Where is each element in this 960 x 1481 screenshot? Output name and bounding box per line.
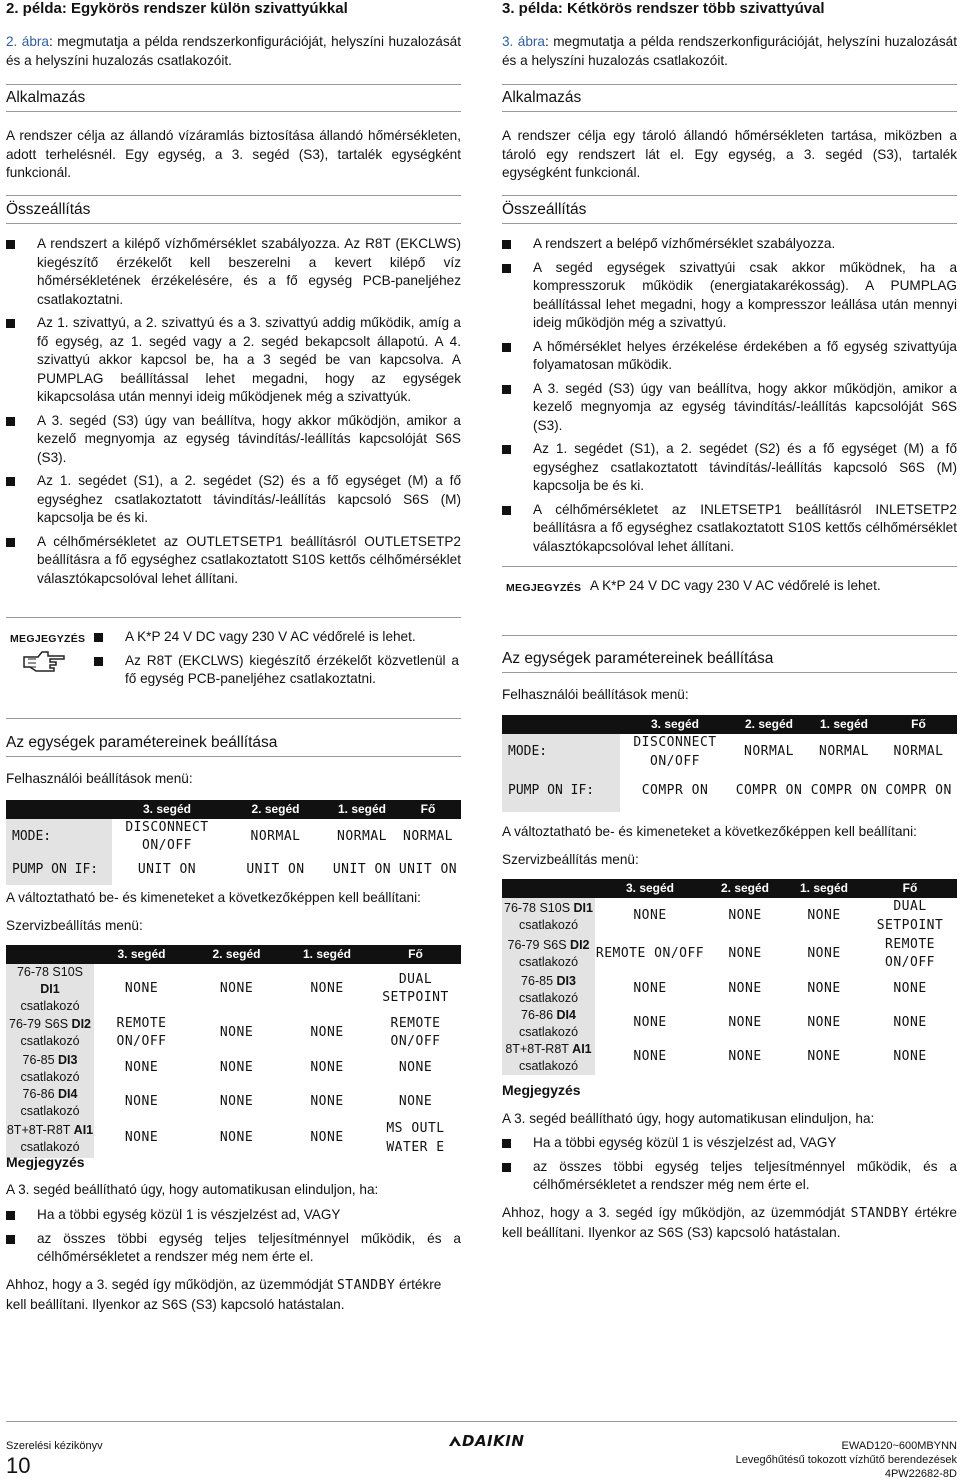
example-2-title: 2. példa: Egykörös rendszer külön szivattyúkkal [6, 0, 348, 17]
setup-list [502, 235, 957, 561]
application-heading: Alkalmazás [502, 88, 957, 112]
figure-link[interactable]: 2. ábra [6, 34, 49, 49]
model-number: EWAD120~600MBYNN [841, 1440, 957, 1452]
list-item: A 3. segéd (S3) úgy van beállítva, hogy akkor működjön, amikor a kezelő megnyomja az egység távindítás/-leállítás kapcsolóját S6S (S3). [6, 412, 461, 468]
column-header: 3. segéd [112, 800, 222, 819]
remark-list [502, 1134, 957, 1200]
service-menu-label: Szervizbeállítás menü: [502, 852, 639, 867]
table-row: PUMP ON IF: COMPR ON COMPR ON COMPR ON COMPR ON [502, 772, 957, 812]
page-number: 10 [6, 1453, 31, 1478]
column-header: 2. segéd [189, 945, 284, 964]
note-text: A K*P 24 V DC vagy 230 V AC védőrelé is lehet. [590, 578, 881, 593]
list-item: A célhőmérsékletet az INLETSETP1 beállításról INLETSETP2 beállításra a fő egységhez csatlakoztatott S10S kettős célhőmérséklet választókapcsolóval lehet állítani. [502, 501, 957, 557]
list-item: Az 1. szivattyú, a 2. szivattyú és a 3. szivattyú addig működik, amíg a fő egység, az 1. segéd vagy a 2. segéd bekapcsolt állapotú. A 4. szivattyú akkor kapcsol be, ha a 3 segéd be van kapcsolva. A PUMPLAG beállítással lehet megadni, hogy az egységek kikapcsolása után mennyi ideig működjenek még a szivattyúk. [6, 314, 461, 407]
table-row: 76-86 DI4 csatlakozó NONE NONE NONE NONE [502, 1007, 957, 1041]
table-row: 76-79 S6S DI2 csatlakozó REMOTE ON/OFF NONE NONE REMOTE ON/OFF [6, 1015, 461, 1052]
remark-heading: Megjegyzés [502, 1082, 581, 1098]
setup-heading: Összeállítás [6, 200, 461, 224]
change-text: A változtatható be- és kimeneteket a következőképpen kell beállítani: [502, 824, 917, 839]
params-heading: Az egységek paramétereinek beállítása [6, 733, 461, 757]
list-item: az összes többi egység teljes teljesítménnyel működik, és a célhőmérsékletet a rendszer még nem érte el. [6, 1230, 461, 1267]
column-header [502, 715, 620, 734]
note-label: MEGJEGYZÉS [506, 582, 582, 594]
column-header: Fő [880, 715, 957, 734]
list-item: A 3. segéd (S3) úgy van beállítva, hogy akkor működjön, amikor a kezelő megnyomja az egység távindítás/-leállítás kapcsolóját S6S (S3). [502, 380, 957, 436]
list-item: Az 1. segédet (S1), a 2. segédet (S2) és a fő egységet (M) a fő egységhez csatlakoztatott távindítás/-leállítás kapcsoló S6S (M) kapcsolja be és ki. [6, 472, 461, 528]
application-text: A rendszer célja egy tároló állandó hőmérsékleten tartása, miközben a tároló egy rendszert lát el. Egy egység, a 3. segéd (S3), tartalék egységként funkcionál. [502, 128, 957, 180]
setup-list [6, 235, 461, 593]
divider [502, 195, 957, 196]
column-header: 2. segéd [705, 879, 785, 898]
list-item: az összes többi egység teljes teljesítménnyel működik, és a célhőmérsékletet a rendszer még nem érte el. [502, 1158, 957, 1195]
divider [6, 195, 461, 196]
column-header: Fő [863, 879, 957, 898]
column-header [6, 800, 112, 819]
daikin-logo-icon [448, 1435, 462, 1447]
table-row: 76-86 DI4 csatlakozó NONE NONE NONE NONE [6, 1086, 461, 1120]
change-text: A változtatható be- és kimeneteket a következőképpen kell beállítani: [6, 890, 421, 905]
list-item: Ha a többi egység közül 1 is vészjelzést ad, VAGY [502, 1134, 957, 1153]
list-item: A hőmérséklet helyes érzékelése érdekében a fő egység szivattyúja folyamatosan működik. [502, 338, 957, 375]
daikin-logo: DAIKIN [448, 1432, 524, 1451]
table-row: 76-78 S10S DI1 csatlakozó NONE NONE NONE DUAL SETPOINT [502, 898, 957, 936]
divider [6, 718, 461, 719]
example-3-intro: 3. ábra: megmutatja a példa rendszerkonfigurációját, helyszíni huzalozását és a helyszíni huzalozás csatlakozóit. [502, 34, 957, 68]
list-item: A segéd egységek szivattyúi csak akkor működnek, ha a kompresszoruk működik (energiatakarékosság). A PUMPLAG beállítással lehet megadni, hogy a kompresszor leállása után mennyi ideig működjön még a szivattyú. [502, 259, 957, 333]
setup-heading: Összeállítás [502, 200, 957, 224]
divider [6, 617, 461, 618]
table-row: 8T+8T-R8T AI1 csatlakozó NONE NONE NONE MS OUTL WATER E [6, 1120, 461, 1158]
column-header: 1. segéd [808, 715, 880, 734]
divider [502, 566, 957, 567]
user-menu-label: Felhasználói beállítások menü: [6, 771, 193, 786]
remark-text: A 3. segéd beállítható úgy, hogy automatikusan elinduljon, ha: [502, 1111, 875, 1126]
service-menu-label: Szervizbeállítás menü: [6, 918, 143, 933]
table-row: PUMP ON IF: UNIT ON UNIT ON UNIT ON UNIT ON [6, 856, 461, 885]
standby-text: Ahhoz, hogy a 3. segéd így működjön, az üzemmódját STANDBY értékre kell beállítani. Ilyenkor az S6S (S3) kapcsoló hatástalan. [502, 1205, 957, 1240]
remark-text: A 3. segéd beállítható úgy, hogy automatikusan elinduljon, ha: [6, 1182, 379, 1197]
product-name: Levegőhűtésű tokozott vízhűtő berendezések [735, 1454, 957, 1466]
document-number: 4PW22682-8D [884, 1468, 957, 1480]
figure-link[interactable]: 3. ábra [502, 34, 545, 49]
user-settings-table [502, 715, 957, 812]
column-header: 3. segéd [620, 715, 730, 734]
table-row: MODE: DISCONNECT ON/OFF NORMAL NORMAL NORMAL [6, 819, 461, 856]
column-header: Fő [395, 800, 461, 819]
table-row: 76-78 S10S DI1 csatlakozó NONE NONE NONE DUAL SETPOINT [6, 964, 461, 1015]
standby-text: Ahhoz, hogy a 3. segéd így működjön, az üzemmódját STANDBY értékre kell beállítani. Ilyenkor az S6S (S3) kapcsoló hatástalan. [6, 1277, 442, 1312]
column-header: 2. segéd [730, 715, 808, 734]
note-label: MEGJEGYZÉS [10, 633, 86, 645]
pointing-hand-icon [22, 648, 66, 676]
params-heading: Az egységek paramétereinek beállítása [502, 649, 957, 673]
column-header: 3. segéd [94, 945, 189, 964]
example-3-title: 3. példa: Kétkörös rendszer több szivattyúval [502, 0, 825, 17]
column-header [6, 945, 94, 964]
list-item: A rendszert a kilépő vízhőmérséklet szabályozza. Az R8T (EKCLWS) kiegészítő érzékelőt kell beszerelni a kevert kilépő víz hőmérsékletének érzékelésére, és a fő egység PCB-paneljéhez csatlakoztatni. [6, 235, 461, 309]
column-header: 1. segéd [284, 945, 370, 964]
list-item: Az R8T (EKCLWS) kiegészítő érzékelőt közvetlenül a fő egység PCB-paneljéhez csatlakoztatni. [94, 652, 459, 689]
note-list [94, 628, 459, 694]
list-item: A célhőmérsékletet az OUTLETSETP1 beállításról OUTLETSETP2 beállításra a fő egységhez csatlakoztatott S10S kettős célhőmérséklet választókapcsolóval lehet állítani. [6, 533, 461, 589]
service-settings-table [502, 879, 957, 1075]
application-heading: Alkalmazás [6, 88, 461, 112]
application-text: A rendszer célja az állandó vízáramlás biztosítása állandó hőmérsékleten, adott terhelésnél. Egy egység, a 3. segéd (S3), tartalék egységként funkcionál. [6, 128, 461, 180]
page-footer [6, 1421, 957, 1480]
remark-list [6, 1206, 461, 1272]
list-item: A rendszert a belépő vízhőmérséklet szabályozza. [502, 235, 957, 254]
column-header: Fő [370, 945, 461, 964]
list-item: Ha a többi egység közül 1 is vészjelzést ad, VAGY [6, 1206, 461, 1225]
table-row: 76-85 DI3 csatlakozó NONE NONE NONE NONE [6, 1052, 461, 1086]
table-row: 76-79 S6S DI2 csatlakozó REMOTE ON/OFF NONE NONE REMOTE ON/OFF [502, 936, 957, 973]
divider [502, 635, 957, 636]
column-header: 3. segéd [595, 879, 705, 898]
table-row: 8T+8T-R8T AI1 csatlakozó NONE NONE NONE NONE [502, 1041, 957, 1075]
manual-title: Szerelési kézikönyv [6, 1440, 103, 1452]
column-header: 2. segéd [222, 800, 329, 819]
column-header: 1. segéd [329, 800, 395, 819]
user-menu-label: Felhasználói beállítások menü: [502, 687, 689, 702]
column-header [502, 879, 595, 898]
table-row: 76-85 DI3 csatlakozó NONE NONE NONE NONE [502, 973, 957, 1007]
column-header: 1. segéd [785, 879, 863, 898]
divider [502, 84, 957, 85]
user-settings-table [6, 800, 461, 885]
list-item: A K*P 24 V DC vagy 230 V AC védőrelé is lehet. [94, 628, 459, 647]
example-2-intro: 2. ábra: megmutatja a példa rendszerkonfigurációját, helyszíni huzalozását és a helyszíni huzalozás csatlakozóit. [6, 34, 461, 68]
table-row: MODE: DISCONNECT ON/OFF NORMAL NORMAL NORMAL [502, 734, 957, 772]
service-settings-table [6, 945, 461, 1158]
divider [6, 84, 461, 85]
remark-heading: Megjegyzés [6, 1154, 85, 1170]
list-item: Az 1. segédet (S1), a 2. segédet (S2) és a fő egységet (M) a fő egységhez csatlakoztatott távindítás/-leállítás kapcsoló S6S (M) kapcsolja be és ki. [502, 440, 957, 496]
